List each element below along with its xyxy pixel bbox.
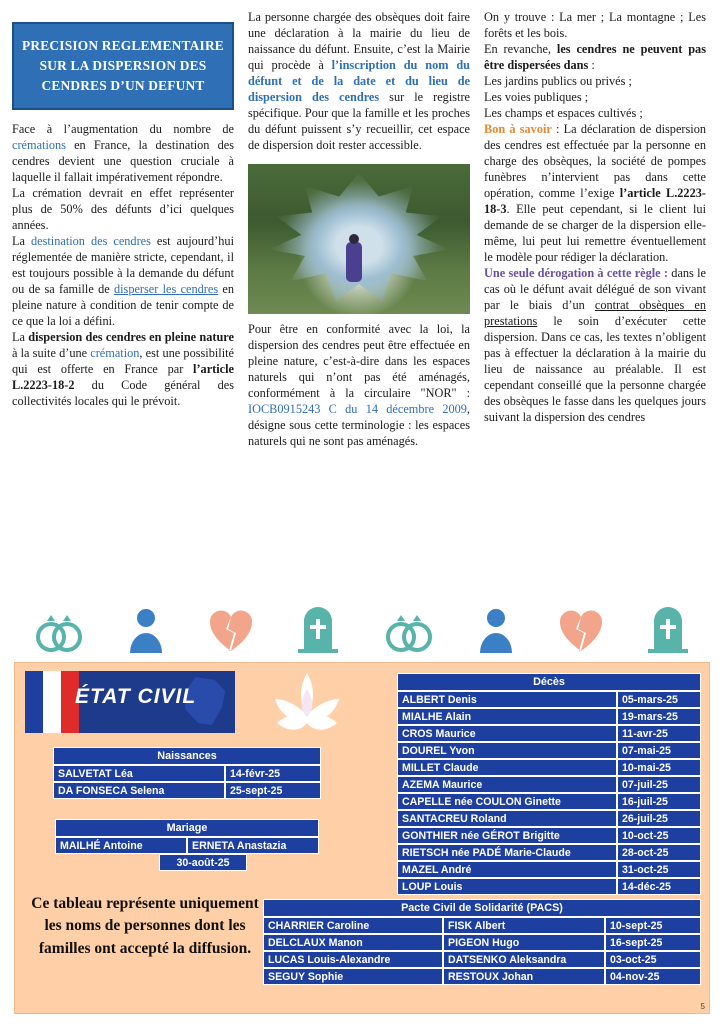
emphasis-article-law: l’article L.2223-18-2 — [12, 362, 234, 393]
table-naissances — [53, 747, 321, 799]
table-row — [55, 837, 319, 854]
cell-name: AZEMA Maurice — [397, 776, 617, 793]
text: , est une possibilité qui est offerte en France par — [12, 346, 234, 377]
cell-name: DOUREL Yvon — [397, 742, 617, 759]
col1-para-2: La crémation devrait en effet représenter plus de 50% des défunts d’ici quelques années. — [12, 186, 234, 233]
cell-partner-2: DATSENKO Aleksandra — [443, 951, 605, 968]
text: est aujourd’hui réglementée de manière stricte, cependant, il est toujours possible à la demande du défunt ou de sa famille de — [12, 234, 234, 297]
french-flag-icon — [25, 671, 79, 733]
table-row — [53, 765, 321, 782]
emphasis-interdit: les cendres ne peuvent pas être dispersées dans — [484, 41, 706, 72]
table-row — [263, 934, 701, 951]
cell-name: MILLET Claude — [397, 759, 617, 776]
tombstone-icon — [295, 603, 341, 653]
text: , désigne sous cette terminologie : les espaces naturels qui ne sont pas aménagés. — [248, 401, 470, 448]
article-column-3 — [484, 10, 706, 588]
cell-date: 16-juil-25 — [617, 793, 701, 810]
broken-heart-icon — [208, 603, 254, 653]
emphasis-article-18-3: l’article L.2223-18-3 — [484, 185, 706, 216]
icon-strip — [12, 600, 712, 656]
col3-para-4 — [484, 266, 706, 426]
cell-date: 11-avr-25 — [617, 725, 701, 742]
cell-name: MAZEL André — [397, 861, 617, 878]
cell-spouse-2: ERNETA Anastazia — [187, 837, 319, 854]
text: La — [12, 330, 29, 345]
cell-name: GONTHIER née GÉROT Brigitte — [397, 827, 617, 844]
table-row — [397, 759, 701, 776]
link-cremation[interactable]: crémation — [90, 346, 140, 361]
cell-date: 16-sept-25 — [605, 934, 701, 951]
link-cremations[interactable]: crémations — [12, 138, 66, 153]
text: . Elle peut cependant, si le client lui demande de se charger de la dispersion elle-même, lui peut lui remettre éventuellement le modèle pour rédiger la déclaration. — [484, 201, 706, 264]
table-row — [397, 691, 701, 708]
cell-date: 25-sept-25 — [225, 782, 321, 799]
text: On y trouve : La mer ; La montagne ; Les forêts et les bois. — [484, 10, 706, 40]
article-columns — [12, 10, 712, 588]
cell-date: 30-août-25 — [159, 854, 247, 871]
link-disperser-cendres[interactable]: disperser les cendres — [113, 282, 219, 297]
cell-name: RIETSCH née PADÉ Marie-Claude — [397, 844, 617, 861]
cell-date: 07-mai-25 — [617, 742, 701, 759]
birth-person-icon — [126, 603, 166, 653]
birth-person-icon — [476, 603, 516, 653]
link-circulaire-nor[interactable]: IOCB0915243 C du 14 décembre 2009 — [248, 401, 467, 416]
text: dans le cas où le défunt avait délégué de son vivant par le biais d’un — [484, 265, 706, 312]
cell-name: CROS Maurice — [397, 725, 617, 742]
table-row — [263, 968, 701, 985]
cell-name: SALVETAT Léa — [53, 765, 225, 782]
cell-date: 05-mars-25 — [617, 691, 701, 708]
table-row — [397, 725, 701, 742]
text: à la suite d’une — [12, 346, 91, 361]
col2-para-1 — [248, 10, 470, 154]
panel-inner — [15, 663, 709, 1013]
cell-date: 14-déc-25 — [617, 878, 701, 895]
cell-date: 28-oct-25 — [617, 844, 701, 861]
cell-name: LOUP Louis — [397, 878, 617, 895]
cell-partner-1: CHARRIER Caroline — [263, 917, 443, 934]
table-row — [397, 878, 701, 895]
cell-partner-2: RESTOUX Johan — [443, 968, 605, 985]
page-number: 5 — [700, 1002, 705, 1011]
cell-partner-2: FISK Albert — [443, 917, 605, 934]
cell-spouse-1: MAILHÉ Antoine — [55, 837, 187, 854]
dispersion-photo — [248, 164, 470, 314]
col1-para-1 — [12, 122, 234, 186]
text: le soin d’exécuter cette dispersion. Dans ce cas, les textes n’obligent pas à effectuer la déclaration à la mairie du lieu de naissance au préalable. Il est cependant conseillé que la personne chargée des obsèques le fasse dans les quelques jours suivant la dispersion des cendres — [484, 313, 706, 424]
text: du Code général des collectivités locales qui le prévoit. — [12, 378, 234, 409]
col3-list-item-2: Les voies publiques ; — [484, 89, 589, 104]
cell-date: 31-oct-25 — [617, 861, 701, 878]
table-row — [397, 793, 701, 810]
table-row — [397, 776, 701, 793]
banner-title: ÉTAT CIVIL — [75, 685, 197, 708]
cell-date: 10-oct-25 — [617, 827, 701, 844]
cell-date: 14-févr-25 — [225, 765, 321, 782]
cell-date: 04-nov-25 — [605, 968, 701, 985]
table-deces — [397, 673, 701, 895]
text: La — [12, 234, 31, 249]
article-column-2 — [248, 10, 470, 588]
text: En revanche, — [484, 41, 557, 56]
table-header-naissances: Naissances — [53, 747, 321, 765]
text: Face à l’augmentation du nombre de — [12, 122, 234, 137]
label-derogation: Une seule dérogation à cette règle : — [484, 265, 669, 280]
col3-para-3 — [484, 122, 706, 266]
cell-partner-1: LUCAS Louis-Alexandre — [263, 951, 443, 968]
link-destination-cendres[interactable]: destination des cendres — [30, 234, 151, 249]
col3-para-2 — [484, 42, 706, 74]
cell-partner-1: SEGUY Sophie — [263, 968, 443, 985]
col1-para-3 — [12, 234, 234, 330]
col2-para-2 — [248, 322, 470, 450]
article-column-1 — [12, 10, 234, 588]
icon-group-right — [362, 603, 712, 653]
broken-heart-icon — [558, 603, 604, 653]
table-row — [397, 844, 701, 861]
panel-note: Ce tableau représente uniquement les noms de personnes dont les familles ont accepté la diffusion. — [31, 895, 259, 957]
cell-partner-2: PIGEON Hugo — [443, 934, 605, 951]
col3-para-1 — [484, 10, 706, 42]
cell-date: 10-sept-25 — [605, 917, 701, 934]
table-mariage — [55, 819, 319, 871]
cell-date: 10-mai-25 — [617, 759, 701, 776]
cell-date: 26-juil-25 — [617, 810, 701, 827]
label-bon-a-savoir: Bon à savoir — [484, 121, 552, 136]
table-row — [397, 708, 701, 725]
table-pacs — [263, 899, 701, 985]
cell-name: SANTACREU Roland — [397, 810, 617, 827]
table-row — [397, 810, 701, 827]
cell-name: ALBERT Denis — [397, 691, 617, 708]
link-contrat-obseques[interactable]: contrat obsèques en prestations — [484, 297, 706, 328]
text: en pleine nature à condition de tenir compte de ce que la loi a défini. — [12, 282, 235, 329]
icon-group-left — [12, 603, 362, 653]
text: sur le registre spécifique. Pour que la famille et les proches du défunt puissent s’y recueillir, cet espace de dispersion doit rester accessible. — [248, 89, 470, 152]
wedding-rings-icon — [383, 603, 435, 653]
cell-name: DA FONSECA Selena — [53, 782, 225, 799]
tombstone-icon — [645, 603, 691, 653]
text: La personne chargée des obsèques doit faire une déclaration à la mairie du lieu de naissance du défunt. Ensuite, c’est la Mairie qui procède à — [248, 10, 470, 72]
table-row — [397, 861, 701, 878]
text: : — [588, 57, 595, 72]
person-figure — [346, 242, 362, 282]
text: en France, la destination des cendres devient une question cruciale à laquelle il fallait impérativement répondre. — [12, 138, 234, 185]
emphasis: dispersion des cendres en pleine nature — [28, 330, 234, 345]
table-row — [397, 742, 701, 759]
etat-civil-panel — [14, 662, 710, 1014]
cell-date: 03-oct-25 — [605, 951, 701, 968]
table-row — [263, 951, 701, 968]
cell-date: 19-mars-25 — [617, 708, 701, 725]
table-row-date — [55, 854, 319, 871]
table-header-pacs: Pacte Civil de Solidarité (PACS) — [263, 899, 701, 917]
table-row — [53, 782, 321, 799]
table-header-mariage: Mariage — [55, 819, 319, 837]
col1-para-4 — [12, 330, 234, 410]
cell-date: 07-juil-25 — [617, 776, 701, 793]
table-row — [397, 827, 701, 844]
table-header-deces: Décès — [397, 673, 701, 691]
etat-civil-banner — [25, 671, 235, 733]
lotus-flower-icon — [265, 669, 349, 735]
emphasis-inscription: l’inscription du nom du défunt et de la date et du lieu de dispersion des cendres — [248, 57, 470, 104]
cell-partner-1: DELCLAUX Manon — [263, 934, 443, 951]
wedding-rings-icon — [33, 603, 85, 653]
text: Pour être en conformité avec la loi, la dispersion des cendres peut être effectuée en pleine nature, c’est-à-dire dans les espaces naturels qui n’ont pas été aménagés, conformément à la circulaire "NOR" : — [248, 321, 470, 400]
cell-name: MIALHE Alain — [397, 708, 617, 725]
table-row — [263, 917, 701, 934]
text: : La déclaration de dispersion des cendres est effectuée par la personne en charge des obsèques, la société de pompes funèbres n’intervient pas dans cette opération, comme l’exige — [484, 121, 706, 200]
col3-list-item-1: Les jardins publics ou privés ; — [484, 73, 632, 88]
col3-list-item-3: Les champs et espaces cultivés ; — [484, 105, 643, 120]
article-title: PRECISION REGLEMENTAIRE SUR LA DISPERSION DES CENDRES D’UN DEFUNT — [12, 22, 234, 110]
cell-name: CAPELLE née COULON Ginette — [397, 793, 617, 810]
